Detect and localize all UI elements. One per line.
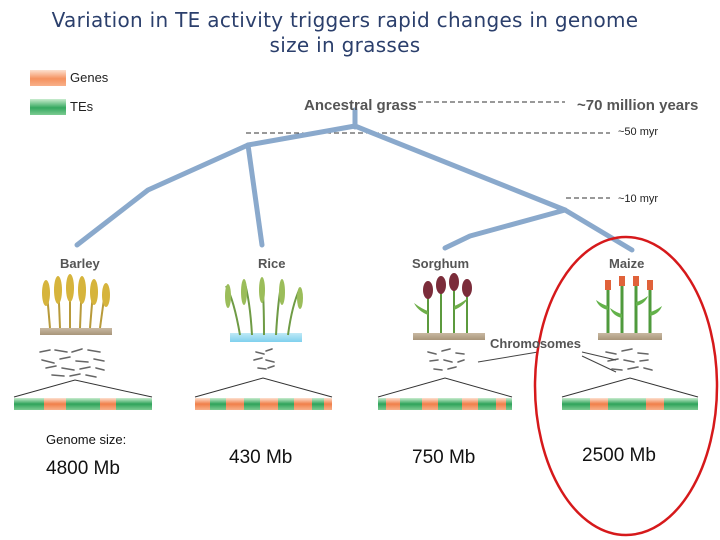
seventy-myr-label: ~70 million years: [577, 97, 699, 114]
barley-zoom-lines: [14, 380, 152, 397]
ancestral-grass-label: Ancestral grass: [304, 97, 417, 114]
barley-chromosome-cluster: [40, 349, 104, 377]
rice-chromosome-bar: [195, 398, 332, 410]
branch-split-barley: [77, 145, 248, 245]
branch-root-panicoid: [355, 126, 565, 210]
title-line-1: Variation in TE activity triggers rapid changes in genome: [51, 8, 639, 32]
sorghum-chromosome-cluster: [428, 349, 464, 370]
rice-chromosome-cluster: [254, 349, 274, 369]
chromosomes-pointers: [478, 352, 616, 372]
fifty-myr-label: ~50 myr: [618, 126, 659, 138]
branch-to-sorghum: [445, 210, 565, 248]
maize-highlight-circle: [535, 237, 717, 535]
barley-label: Barley: [60, 256, 100, 271]
sorghum-plant: [413, 273, 485, 340]
rice-genome-size: 430 Mb: [229, 447, 293, 468]
rice-zoom-lines: [195, 378, 332, 397]
title-line-2: size in grasses: [269, 33, 421, 57]
maize-chromosome-bar: [562, 398, 698, 410]
branch-root-barley: [248, 126, 355, 245]
genes-legend-label: Genes: [70, 70, 109, 85]
maize-label: Maize: [609, 256, 645, 271]
barley-genome-size: 4800 Mb: [46, 458, 120, 479]
maize-genome-size: 2500 Mb: [582, 445, 656, 466]
sorghum-zoom-lines: [378, 378, 512, 397]
sorghum-genome-size: 750 Mb: [412, 447, 476, 468]
chromosomes-label: Chromosomes: [490, 336, 582, 351]
sorghum-label: Sorghum: [412, 256, 470, 271]
maize-plant: [596, 276, 662, 340]
tree-branches: [77, 110, 632, 250]
maize-zoom-lines: [562, 378, 698, 397]
sorghum-chromosome-bar: [378, 398, 512, 410]
genome-size-heading: Genome size:: [46, 432, 127, 447]
rice-label: Rice: [258, 256, 286, 271]
tes-legend-label: TEs: [70, 99, 94, 114]
rice-plant: [225, 277, 303, 342]
barley-chromosome-bar: [14, 398, 152, 410]
barley-plant: [40, 274, 112, 335]
ten-myr-label: ~10 myr: [618, 193, 659, 205]
